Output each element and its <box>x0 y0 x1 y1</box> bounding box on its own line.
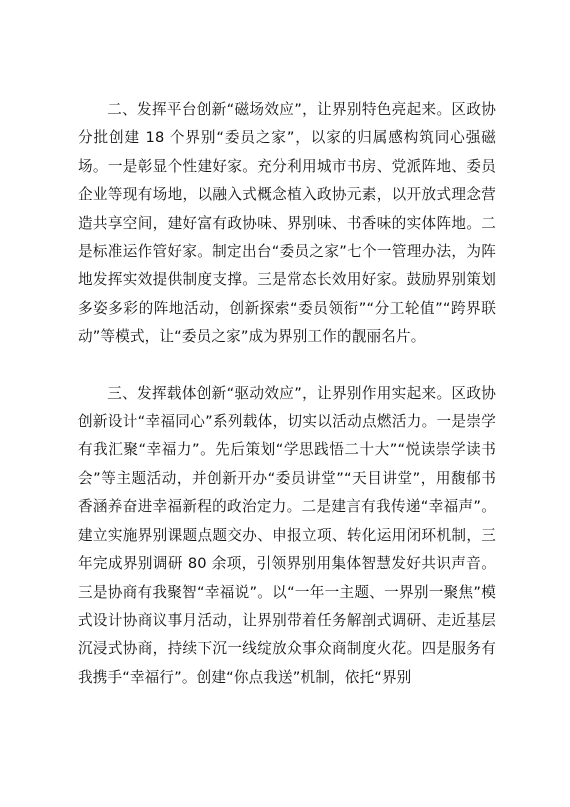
paragraph-platform-innovation: 二、发挥平台创新“磁场效应”，让界别特色亮起来。区政协分批创建 18 个界别“委员之家”，以家的归属感构筑同心强磁场。一是彰显个性建好家。充分利用城市书房、党派阵地、委员企业等现有场地，以融入式概念植入政协元素，以开放式理念营造共享空间，建好富有政协味、界别味、书香味的实体阵地。二是标准运作管好家。制定出台“委员之家”七个一管理办法，为阵地发挥实效提供制度支撑。三是常态长效用好家。鼓励界别策划多姿多彩的阵地活动，创新探索“委员领衔”“分工轮值”“跨界联动”等模式，让“委员之家”成为界别工作的靓丽名片。 <box>78 101 496 346</box>
paragraph-carrier-innovation: 三、发挥载体创新“驱动效应”，让界别作用实起来。区政协创新设计“幸福同心”系列载体，切实以活动点燃活力。一是崇学有我汇聚“幸福力”。先后策划“学思践悟二十大”“悦读崇学读书会”等主题活动，并创新开办“委员讲堂”“天目讲堂”，用馥郁书香涵养奋进幸福新程的政治定力。二是建言有我传递“幸福声”。建立实施界别课题点题交办、申报立项、转化运用闭环机制，三年完成界别调研 80 余项，引领界别用集体智慧发好共识声音。三是协商有我聚智“幸福说”。以“一年一主题、一界别一聚焦”模式设计协商议事月活动，让界别带着任务解剖式调研、走近基层沉浸式协商，持续下沉一线绽放众事众商制度火花。四是服务有我携手“幸福行”。创建“你点我送”机制，依托“界别 <box>78 384 496 686</box>
document-body <box>78 96 496 692</box>
